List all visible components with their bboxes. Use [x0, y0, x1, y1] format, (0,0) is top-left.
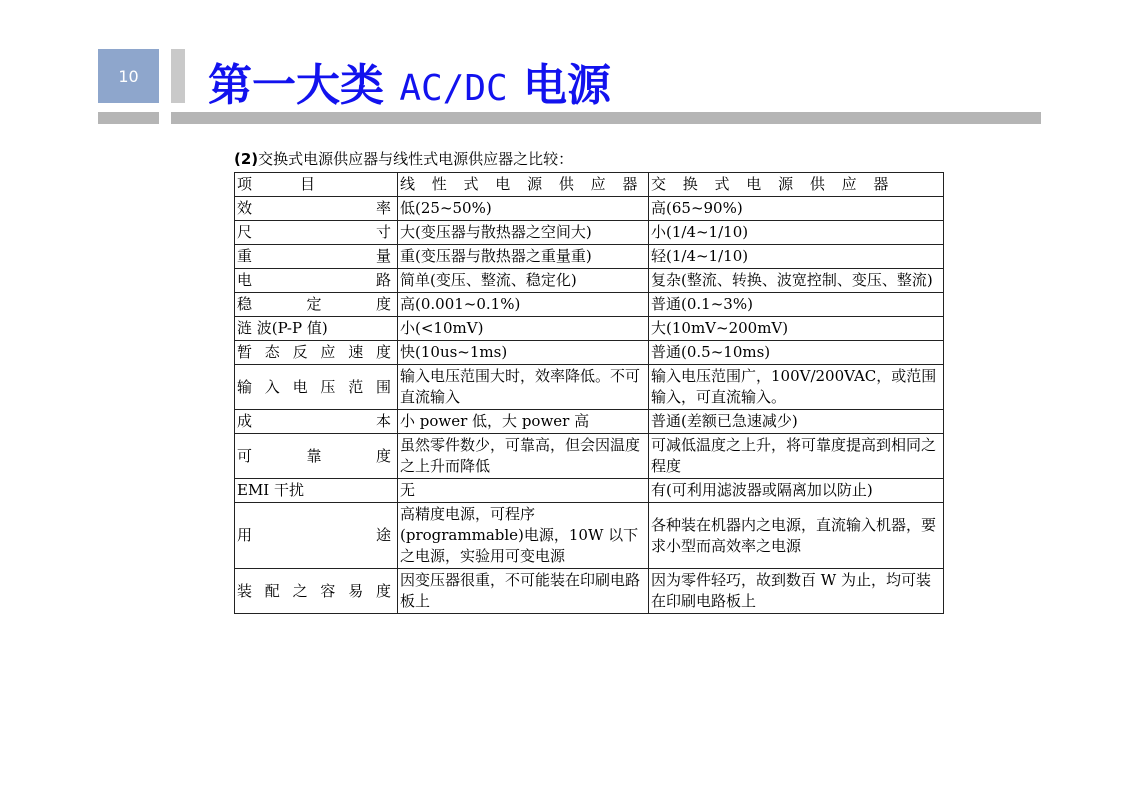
row-switching: 各种装在机器内之电源，直流输入机器，要求小型而高效率之电源 [649, 503, 944, 569]
table-row [235, 341, 944, 365]
row-linear: 高(0.001~0.1%) [398, 293, 649, 317]
row-linear: 大(变压器与散热器之空间大) [398, 221, 649, 245]
row-linear: 虽然零件数少，可靠高，但会因温度之上升而降低 [398, 434, 649, 479]
title-suffix: 电源 [523, 60, 612, 111]
caption-label: (2) [234, 150, 259, 168]
row-linear: 无 [398, 479, 649, 503]
row-switching: 轻(1/4~1/10) [649, 245, 944, 269]
table-row [235, 317, 944, 341]
title-mono: AC/DC [399, 68, 508, 109]
table-row [235, 479, 944, 503]
row-item: 用途 [235, 503, 398, 569]
row-switching: 普通(0.1~3%) [649, 293, 944, 317]
row-linear: 快(10us~1ms) [398, 341, 649, 365]
row-item: 稳定度 [235, 293, 398, 317]
row-switching: 有(可利用滤波器或隔离加以防止) [649, 479, 944, 503]
table-row [235, 569, 944, 614]
row-switching: 可减低温度之上升，将可靠度提高到相同之程度 [649, 434, 944, 479]
header-item: 项 目 [235, 173, 398, 197]
table-row [235, 410, 944, 434]
row-linear: 小(<10mV) [398, 317, 649, 341]
row-switching: 复杂(整流、转换、波宽控制、变压、整流) [649, 269, 944, 293]
row-item: 重量 [235, 245, 398, 269]
title-divider-vertical [171, 49, 185, 103]
table-row [235, 221, 944, 245]
row-item: 装配之容易度 [235, 569, 398, 614]
table-row [235, 197, 944, 221]
row-switching: 普通(0.5~10ms) [649, 341, 944, 365]
row-item: 输入电压范围 [235, 365, 398, 410]
table-row [235, 434, 944, 479]
row-linear: 低(25~50%) [398, 197, 649, 221]
title-prefix: 第一大类 [208, 60, 384, 111]
row-item: 涟 波(P-P 值) [235, 317, 398, 341]
header-switching: 交 换 式 电 源 供 应 器 [649, 173, 944, 197]
header-linear: 线 性 式 电 源 供 应 器 [398, 173, 649, 197]
row-linear: 因变压器很重，不可能装在印刷电路板上 [398, 569, 649, 614]
row-linear: 简单(变压、整流、稳定化) [398, 269, 649, 293]
table-row [235, 245, 944, 269]
row-linear: 输入电压范围大时，效率降低。不可直流输入 [398, 365, 649, 410]
row-switching: 大(10mV~200mV) [649, 317, 944, 341]
table-header-row [235, 173, 944, 197]
row-item: 暂态反应速度 [235, 341, 398, 365]
row-switching: 普通(差额已急速减少) [649, 410, 944, 434]
row-item: 可靠度 [235, 434, 398, 479]
table-row [235, 293, 944, 317]
row-switching: 输入电压范围广，100V/200VAC，或范围输入，可直流输入。 [649, 365, 944, 410]
row-item: 尺寸 [235, 221, 398, 245]
table-caption [234, 148, 573, 169]
caption-text: 交换式电源供应器与线性式电源供应器之比较： [258, 150, 574, 168]
row-item: EMI 干扰 [235, 479, 398, 503]
page-number: 10 [98, 49, 159, 103]
comparison-table-body [235, 173, 944, 614]
row-item: 电路 [235, 269, 398, 293]
slide-title [208, 58, 611, 117]
row-linear: 小 power 低，大 power 高 [398, 410, 649, 434]
row-linear: 重(变压器与散热器之重量重) [398, 245, 649, 269]
row-item: 成本 [235, 410, 398, 434]
table-row [235, 365, 944, 410]
row-switching: 因为零件轻巧，故到数百 W 为止，均可装在印刷电路板上 [649, 569, 944, 614]
table-row [235, 269, 944, 293]
title-underline-left [98, 112, 159, 124]
row-linear: 高精度电源，可程序(programmable)电源，10W 以下之电源，实验用可变电源 [398, 503, 649, 569]
comparison-table [234, 172, 944, 614]
row-switching: 高(65~90%) [649, 197, 944, 221]
table-row [235, 503, 944, 569]
row-switching: 小(1/4~1/10) [649, 221, 944, 245]
row-item: 效率 [235, 197, 398, 221]
